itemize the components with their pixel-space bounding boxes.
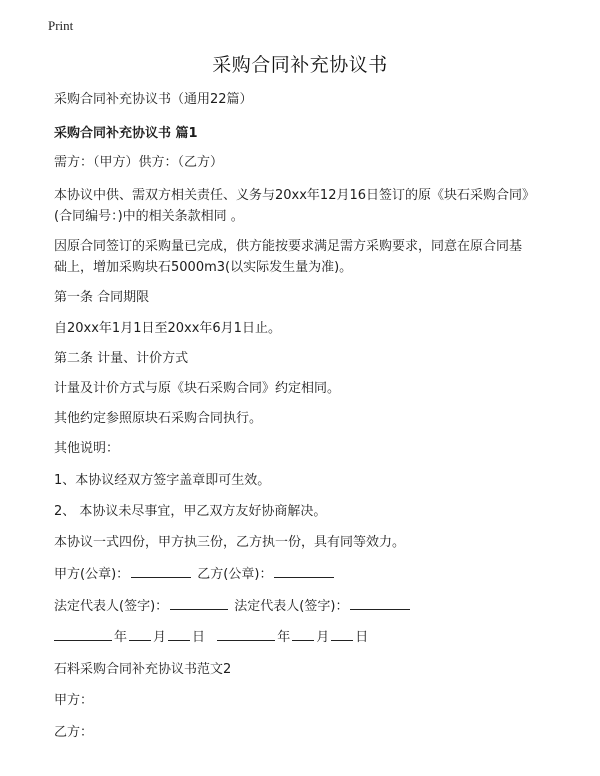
section2-heading: 石料采购合同补充协议书范文2: [54, 662, 232, 677]
note-1: 1、本协议经双方签字盖章即可生效。: [54, 473, 271, 488]
date-b-day: 日: [355, 630, 369, 645]
para2-line1: 因原合同签订的采购量已完成，供方能按要求满足需方采购要求，同意在原合同基: [54, 239, 523, 254]
date-b-year: 年: [277, 630, 291, 645]
party-b-seal-blank: [274, 564, 334, 578]
party-a-line: 甲方：: [54, 693, 94, 708]
contract-period: 自20xx年1月1日至20xx年6月1日止。: [54, 321, 281, 336]
notes-heading: 其他说明：: [54, 441, 120, 456]
para2-line2: 础上，增加采购块石5000m3(以实际发生量为准)。: [54, 260, 353, 275]
copies-clause: 本协议一式四份，甲方执三份，乙方执一份，具有同等效力。: [54, 535, 406, 550]
measurement-method: 计量及计价方式与原《块石采购合同》约定相同。: [54, 381, 341, 396]
party-a-seal-label: 甲方(公章)：: [54, 567, 130, 582]
para1-line2: (合同编号：)中的相关条款相同 。: [54, 209, 244, 224]
date-a-day: 日: [192, 630, 206, 645]
date-line: [54, 627, 368, 649]
subtitle: 采购合同补充协议书（通用22篇）: [54, 92, 253, 107]
date-b-month-blank: [292, 627, 314, 641]
para1-line1: 本协议中供、需双方相关责任、义务与20xx年12月16日签订的原《块石采购合同》: [54, 188, 536, 203]
other-terms: 其他约定参照原块石采购合同执行。: [54, 411, 263, 426]
date-a-year-blank: [54, 627, 112, 641]
note-2: 2、 本协议未尽事宜，甲乙双方友好协商解决。: [54, 504, 327, 519]
rep-b-blank: [350, 596, 410, 610]
date-a-year: 年: [114, 630, 128, 645]
section1-heading: 采购合同补充协议书 篇1: [54, 126, 198, 141]
signature-line: [54, 596, 412, 618]
party-b-seal-label: 乙方(公章)：: [197, 567, 273, 582]
article2-heading: 第二条 计量、计价方式: [54, 351, 189, 366]
party-a-seal-blank: [131, 564, 191, 578]
date-b-day-blank: [331, 627, 353, 641]
parties-line: 需方：（甲方）供方：（乙方）: [54, 155, 224, 170]
seal-line: [54, 564, 336, 586]
print-label: Print: [48, 18, 74, 33]
date-b-month: 月: [316, 630, 330, 645]
document-title: 采购合同补充协议书: [212, 54, 388, 76]
article1-heading: 第一条 合同期限: [54, 290, 150, 305]
rep-b-label: 法定代表人(签字)：: [234, 599, 349, 614]
date-a-month-blank: [129, 627, 151, 641]
date-a-day-blank: [168, 627, 190, 641]
date-b-year-blank: [217, 627, 275, 641]
rep-a-blank: [170, 596, 228, 610]
party-b-line: 乙方：: [54, 725, 94, 740]
rep-a-label: 法定代表人(签字)：: [54, 599, 169, 614]
date-a-month: 月: [153, 630, 167, 645]
